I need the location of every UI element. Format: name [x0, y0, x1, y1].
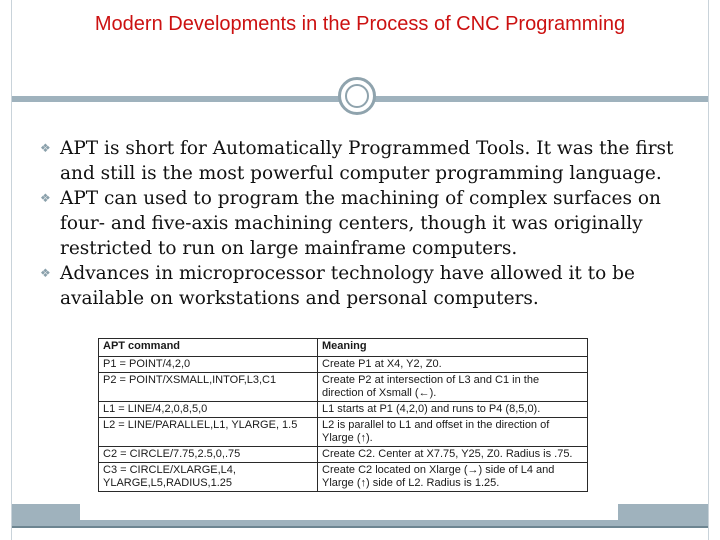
footer-band-edge — [12, 526, 708, 528]
apt-command-table — [98, 338, 588, 492]
table-row — [99, 357, 588, 373]
bullet-icon: ❖ — [40, 266, 51, 280]
table-row — [99, 447, 588, 463]
table-header-row — [99, 339, 588, 357]
table-cell-meaning: L1 starts at P1 (4,2,0) and runs to P4 (8,5,0). — [318, 402, 588, 418]
table-cell-meaning: L2 is parallel to L1 and offset in the direction of Ylarge (↑). — [318, 418, 588, 447]
bullet-item — [40, 136, 690, 186]
bullet-icon: ❖ — [40, 141, 51, 155]
table-cell-command: L1 = LINE/4,2,0,8,5,0 — [99, 402, 318, 418]
slide-title: Modern Developments in the Process of CNC Programming — [94, 13, 626, 35]
slide-left-border — [0, 0, 12, 540]
apt-command-table-figure — [80, 318, 618, 520]
circle-ornament-icon — [338, 77, 376, 115]
table-cell-meaning: Create C2 located on Xlarge (→) side of L4 and Ylarge (↑) side of L2. Radius is 1.25. — [318, 463, 588, 492]
table-cell-meaning: Create P1 at X4, Y2, Z0. — [318, 357, 588, 373]
column-header-apt-command: APT command — [99, 339, 318, 357]
bullet-item — [40, 186, 690, 261]
table-cell-command: L2 = LINE/PARALLEL,L1, YLARGE, 1.5 — [99, 418, 318, 447]
column-header-meaning: Meaning — [318, 339, 588, 357]
table-cell-command: P2 = POINT/XSMALL,INTOF,L3,C1 — [99, 373, 318, 402]
table-cell-meaning: Create C2. Center at X7.75, Y25, Z0. Radius is .75. — [318, 447, 588, 463]
table-cell-command: C2 = CIRCLE/7.75,2.5,0,.75 — [99, 447, 318, 463]
bullet-text: APT can used to program the machining of complex surfaces on four- and five-axis machining centers, though it was originally restricted to run on large mainframe computers. — [60, 188, 661, 259]
bullet-text: APT is short for Automatically Programmed Tools. It was the first and still is the most powerful computer programming language. — [60, 138, 674, 184]
bullet-icon: ❖ — [40, 191, 51, 205]
slide-right-border — [708, 0, 720, 540]
bullet-item — [40, 261, 690, 311]
table-row — [99, 463, 588, 492]
table-row — [99, 418, 588, 447]
table-cell-command: C3 = CIRCLE/XLARGE,L4, YLARGE,L5,RADIUS,1.25 — [99, 463, 318, 492]
table-cell-meaning: Create P2 at intersection of L3 and C1 in the direction of Xsmall (←). — [318, 373, 588, 402]
bullet-text: Advances in microprocessor technology have allowed it to be available on workstations and personal computers. — [60, 263, 635, 309]
table-row — [99, 402, 588, 418]
bullet-list — [40, 136, 690, 311]
table-row — [99, 373, 588, 402]
table-cell-command: P1 = POINT/4,2,0 — [99, 357, 318, 373]
